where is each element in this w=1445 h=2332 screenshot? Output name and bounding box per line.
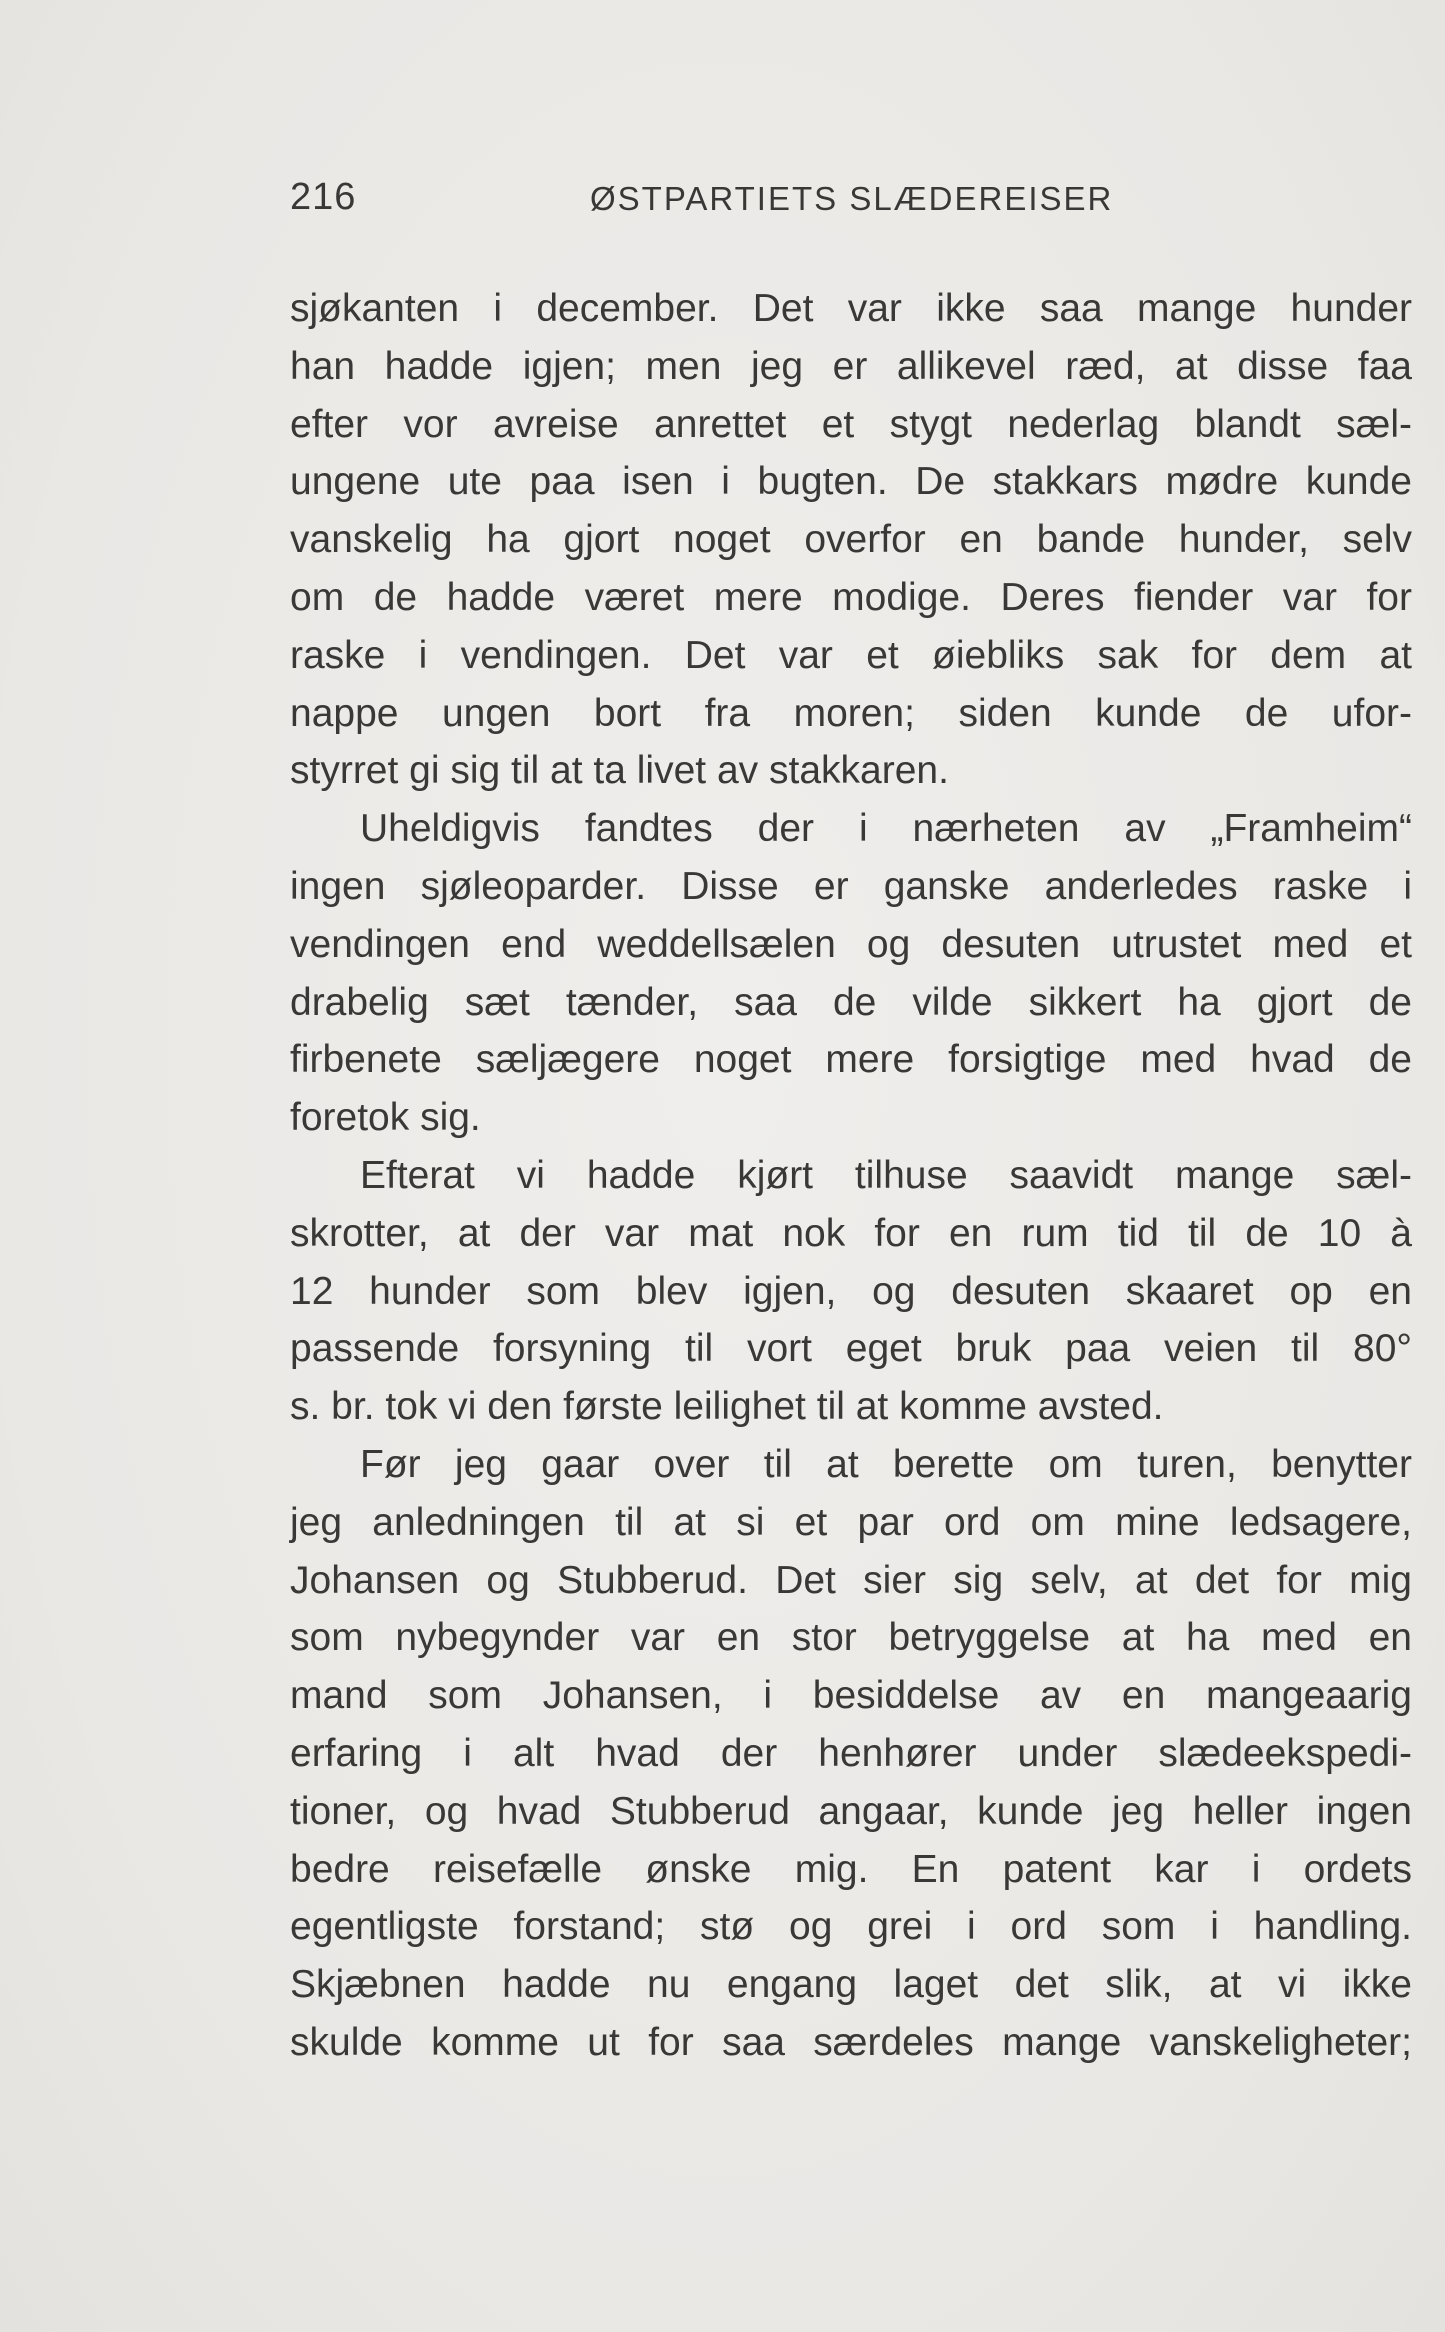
text-line: skulde komme ut for saa særdeles mange vanskeligheter; [290, 2020, 1412, 2064]
text-line: egentligste forstand; stø og grei i ord som i handling. [290, 1905, 1412, 1949]
body-text [290, 280, 1412, 2072]
text-line: Før jeg gaar over til at berette om turen, benytter [360, 1442, 1412, 1486]
page-number: 216 [290, 176, 357, 218]
text-line: bedre reisefælle ønske mig. En patent kar i ordets [290, 1847, 1412, 1891]
text-line: mand som Johansen, i besiddelse av en mangeaarig [290, 1674, 1412, 1718]
text-line: raske i vendingen. Det var et øiebliks sak for dem at [290, 633, 1412, 677]
text-line: Uheldigvis fandtes der i nærheten av „Framheim“ [360, 807, 1412, 851]
text-line: firbenete sæljægere noget mere forsigtige med hvad de [290, 1038, 1412, 1082]
text-line: om de hadde været mere modige. Deres fiender var for [290, 575, 1412, 619]
text-line: ungene ute paa isen i bugten. De stakkars mødre kunde [290, 460, 1412, 504]
text-line: erfaring i alt hvad der henhører under slædeekspedi- [290, 1731, 1412, 1775]
text-line: nappe ungen bort fra moren; siden kunde de ufor- [290, 691, 1412, 735]
text-line: sjøkanten i december. Det var ikke saa mange hunder [290, 287, 1412, 330]
text-line: jeg anledningen til at si et par ord om mine ledsagere, [290, 1500, 1412, 1544]
text-line: ingen sjøleoparder. Disse er ganske anderledes raske i [290, 864, 1412, 908]
text-line: Skjæbnen hadde nu engang laget det slik, at vi ikke [290, 1963, 1412, 2007]
text-line: tioner, og hvad Stubberud angaar, kunde jeg heller ingen [290, 1789, 1412, 1833]
text-line: styrret gi sig til at ta livet av stakkaren. [290, 749, 949, 793]
text-line: passende forsyning til vort eget bruk paa veien til 80° [290, 1327, 1412, 1371]
page-header [290, 170, 1412, 230]
text-line: vendingen end weddellsælen og desuten utrustet med et [290, 922, 1412, 966]
text-line: efter vor avreise anrettet et stygt nederlag blandt sæl- [290, 402, 1412, 446]
text-line: 12 hunder som blev igjen, og desuten skaaret op en [290, 1269, 1412, 1313]
text-line: som nybegynder var en stor betryggelse at ha med en [290, 1616, 1412, 1660]
text-line: Efterat vi hadde kjørt tilhuse saavidt mange sæl- [360, 1153, 1412, 1197]
text-line: han hadde igjen; men jeg er allikevel ræd, at disse faa [290, 344, 1412, 388]
text-line: drabelig sæt tænder, saa de vilde sikkert ha gjort de [290, 980, 1412, 1024]
text-line: s. br. tok vi den første leilighet til at komme avsted. [290, 1385, 1164, 1429]
text-line: Johansen og Stubberud. Det sier sig selv, at det for mig [290, 1558, 1412, 1602]
running-title: ØSTPARTIETS SLÆDEREISER [590, 180, 1114, 217]
text-line: vanskelig ha gjort noget overfor en bande hunder, selv [290, 518, 1412, 562]
text-line: skrotter, at der var mat nok for en rum tid til de 10 à [290, 1211, 1412, 1255]
text-line: foretok sig. [290, 1096, 481, 1140]
